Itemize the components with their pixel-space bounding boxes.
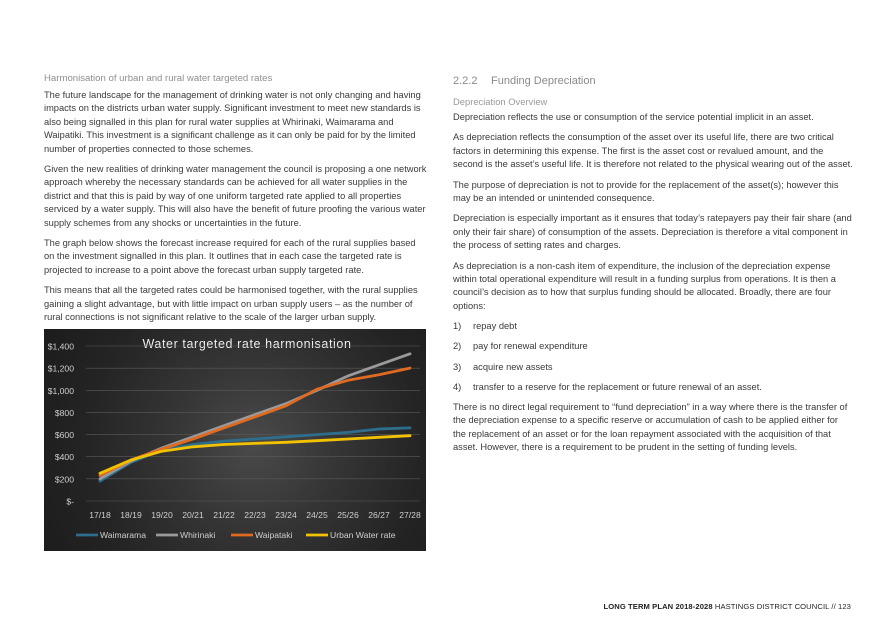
paragraph: Given the new realities of drinking water management the council is proposing a one network approach whereby the necessary standards can be achieved for all water supplies in the district and that this is paid by way of one uniform targeted rate applied to all properties serviced by a water supply. This will also have the benefit of future proofing the various water supply schemes from any shocks or uncertainties in the future.: [44, 164, 427, 228]
paragraph: Depreciation reflects the use or consumption of the service potential implicit in an asset.: [453, 112, 814, 122]
list-text: transfer to a reserve for the replacement or future renewal of an asset.: [473, 381, 762, 392]
list-number: 1): [453, 321, 462, 332]
legend-label: Urban Water rate: [330, 530, 396, 540]
x-tick-label: 24/25: [306, 510, 328, 520]
footer-org-page: HASTINGS DISTRICT COUNCIL // 123: [712, 602, 851, 611]
left-column: [44, 72, 428, 332]
series-line-urban-water-rate: [100, 436, 410, 474]
list-text: acquire new assets: [473, 361, 553, 372]
harmonisation-heading: Harmonisation of urban and rural water targeted rates: [44, 73, 273, 84]
x-tick-label: 18/19: [120, 510, 142, 520]
paragraph: Depreciation is especially important as it ensures that today’s ratepayers pay their fair share (and only their fair share) of consumption of the assets. Depreciation is therefore a vital component in the process of setting rates and charges.: [453, 213, 852, 251]
footer-plan: LONG TERM PLAN 2018-2028: [603, 602, 713, 611]
legend-label: Whirinaki: [180, 530, 216, 540]
legend-label: Waipataki: [255, 530, 293, 540]
paragraph: As depreciation is a non-cash item of expenditure, the inclusion of the depreciation expense within total operational expenditure will result in a funding surplus from operations. It is then a council’s decision as to how that surplus funding should be allocated. Broadly, there are four options:: [453, 260, 836, 311]
x-tick-label: 19/20: [151, 510, 173, 520]
paragraph: As depreciation reflects the consumption of the asset over its useful life, there are two critical factors in determining this expense. The first is the asset cost or revalued amount, and the second is the asset’s useful life. It is therefore not related to the physical wearing out of the asset.: [453, 132, 853, 170]
y-tick-label: $1,000: [47, 385, 74, 396]
list-text: repay debt: [473, 321, 517, 332]
options-list: [453, 320, 853, 394]
y-tick-label: $1,200: [47, 363, 74, 374]
section-title: [453, 74, 853, 88]
y-tick-label: $-: [66, 496, 74, 507]
list-item: [453, 340, 853, 353]
x-tick-label: 21/22: [213, 510, 235, 520]
x-tick-label: 23/24: [275, 510, 297, 520]
list-item: [453, 381, 853, 394]
depreciation-overview-heading: Depreciation Overview: [453, 96, 548, 107]
list-number: 4): [453, 381, 462, 392]
y-tick-label: $800: [54, 407, 74, 418]
section-number: 2.2.2: [453, 75, 478, 87]
x-tick-label: 26/27: [368, 510, 390, 520]
list-item: [453, 320, 853, 333]
list-number: 2): [453, 341, 462, 352]
y-tick-label: $600: [54, 430, 74, 441]
paragraph: The purpose of depreciation is not to provide for the replacement of the asset(s); however this may be an intended or unintended consequence.: [453, 179, 839, 204]
x-tick-label: 17/18: [89, 510, 111, 520]
section-title-text: Funding Depreciation: [491, 75, 596, 87]
legend-label: Waimarama: [100, 530, 146, 540]
paragraph: This means that all the targeted rates could be harmonised together, with the rural supplies gaining a slight advantage, but with little impact on urban supply users – as the number of rural connections is not significant relative to the scale of the larger urban supply.: [44, 285, 418, 323]
list-text: pay for renewal expenditure: [473, 341, 588, 352]
list-number: 3): [453, 361, 462, 372]
x-tick-label: 27/28: [399, 510, 421, 520]
list-item: [453, 361, 853, 374]
x-tick-label: 20/21: [182, 510, 204, 520]
paragraph: The future landscape for the management of drinking water is not only changing and having impacts on the districts urban water supply. Significant investment to meet new standards is also being signalled in this plan for rural water supplies at Whirinaki, Waimarama and Waipatiki. This investment is a significant challenge as it can only be paid for by the limited number of properties connected to those schemes.: [44, 90, 421, 154]
chart-svg: [44, 329, 426, 551]
series-line-waipataki: [100, 368, 410, 475]
paragraph: The graph below shows the forecast increase required for each of the rural supplies based on the investment signalled in this plan. It outlines that in each case the targeted rate is projected to increase to a point above the forecast urban supply targeted rate.: [44, 238, 416, 275]
paragraph: There is no direct legal requirement to “fund depreciation” in a way where there is the transfer of the depreciation expense to a specific reserve or accumulation of cash to be applied either for the replacement of an asset or for the loan repayment associated with the acquisition of that asset. However, there is a requirement to be prudent in the setting of funding levels.: [453, 402, 848, 453]
water-rate-chart: [44, 329, 426, 551]
chart-title: Water targeted rate harmonisation: [142, 337, 352, 351]
y-tick-label: $1,400: [47, 341, 74, 352]
y-tick-label: $400: [54, 452, 74, 463]
y-tick-label: $200: [54, 474, 74, 485]
right-column: [453, 72, 853, 462]
x-tick-label: 25/26: [337, 510, 359, 520]
page-footer: [604, 602, 852, 611]
x-tick-label: 22/23: [244, 510, 266, 520]
